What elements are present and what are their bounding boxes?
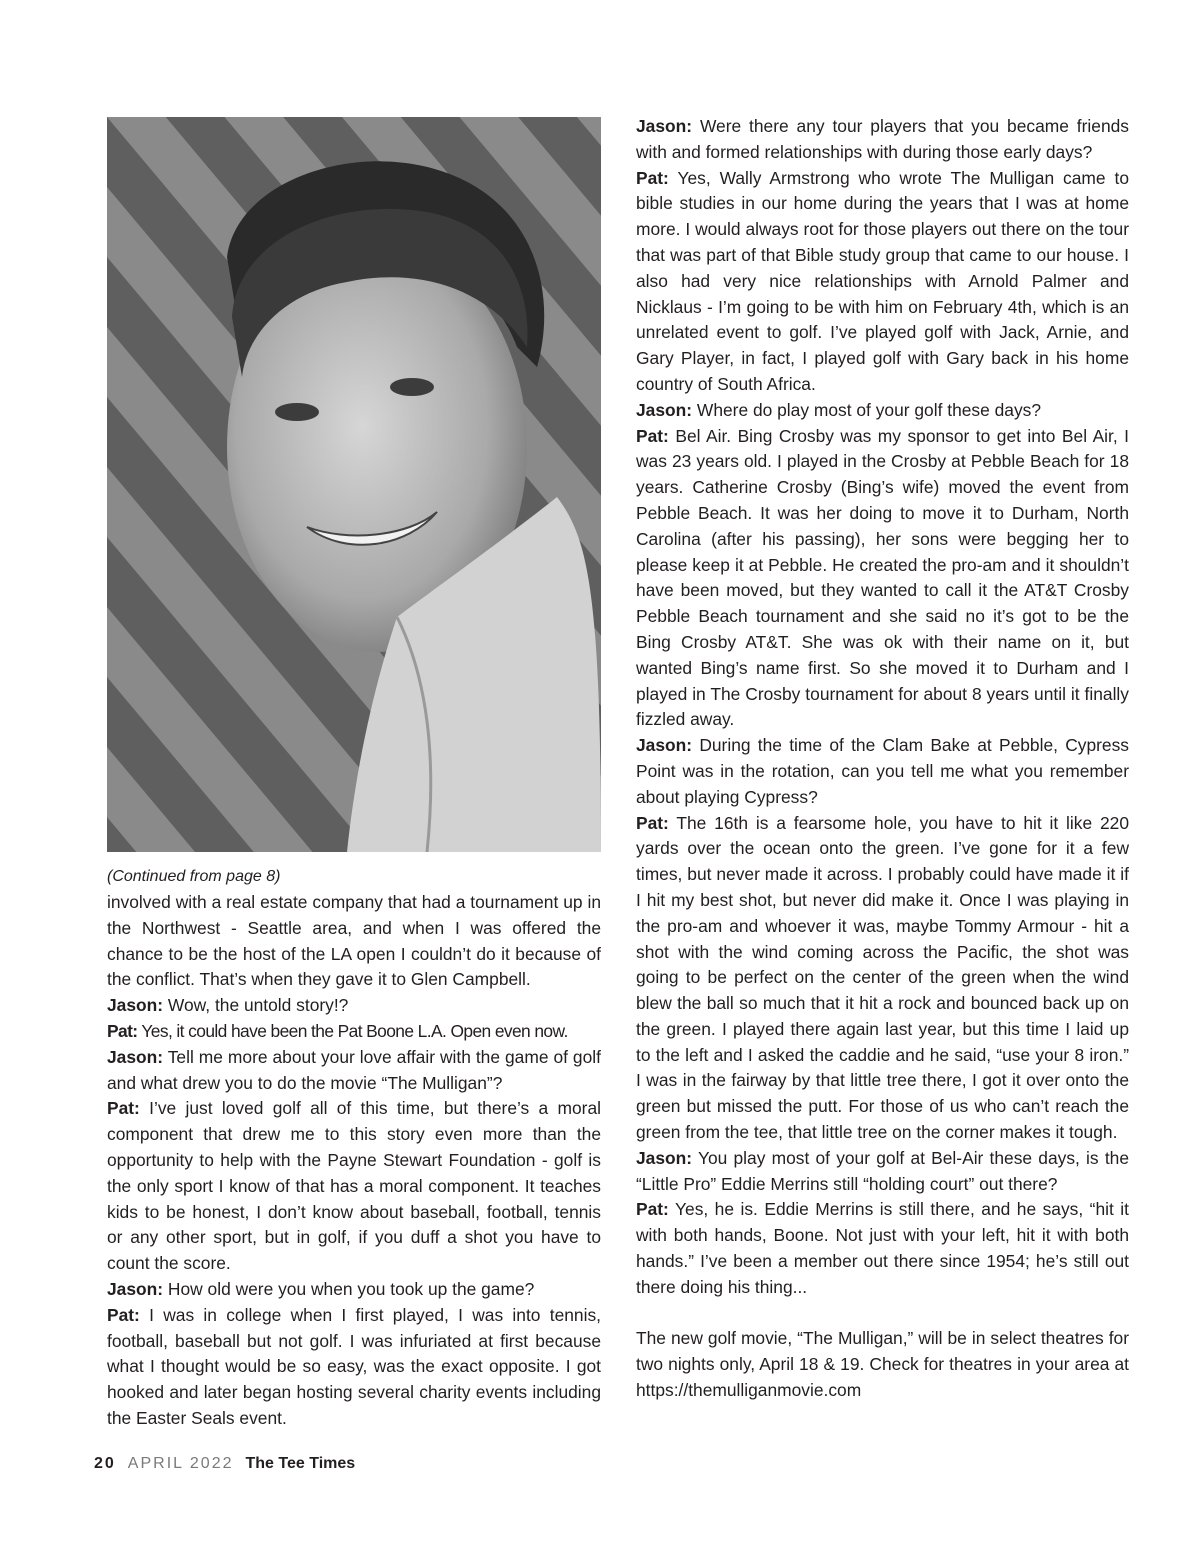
speaker-label: Jason: bbox=[107, 995, 164, 1016]
interview-line bbox=[636, 733, 1129, 810]
left-article-column bbox=[107, 890, 601, 1432]
interview-line bbox=[636, 811, 1129, 1146]
interview-line bbox=[636, 1197, 1129, 1300]
interview-line bbox=[107, 1277, 601, 1303]
speaker-text: I was in college when I first played, I was into tennis, football, baseball but not golf. I was infuriated at first because what I thought would be so easy, was the exact opposite. I got hooked and later began hosting several charity events including the Easter Seals event. bbox=[107, 1304, 601, 1428]
interview-line bbox=[107, 1096, 601, 1277]
interview-line bbox=[107, 1045, 601, 1097]
right-article-column bbox=[636, 114, 1129, 1404]
speaker-text: Yes, it could have been the Pat Boone L.A. Open even now. bbox=[141, 1020, 568, 1041]
interview-line bbox=[107, 1303, 601, 1432]
speaker-label: Pat: bbox=[107, 1304, 140, 1325]
speaker-label: Pat: bbox=[107, 1098, 140, 1119]
speaker-label: Jason: bbox=[636, 1147, 693, 1168]
speaker-label: Jason: bbox=[107, 1046, 164, 1067]
speaker-text: How old were you when you took up the game? bbox=[167, 1278, 535, 1299]
speaker-text: Bel Air. Bing Crosby was my sponsor to get into Bel Air, I was 23 years old. I played in the Crosby at Pebble Beach for 18 years. Catherine Crosby (Bing’s wife) moved the event from Pebble Beach. It was her doing to move it to Durham, North Carolina (after his passing), her sons were begging her to please keep it at Pebble. He created the pro-am and it shouldn’t have been moved, but they wanted to call it the AT&T Crosby Pebble Beach tournament and she said no it’s got to be the Bing Crosby AT&T. She was ok with their name on it, but wanted Bing’s name first. So she moved it to Durham and I played in The Crosby tournament for about 8 years until it finally fizzled away. bbox=[636, 425, 1130, 730]
paragraph bbox=[107, 890, 601, 993]
continued-caption: (Continued from page 8) bbox=[107, 868, 281, 885]
speaker-text: I’ve just loved golf all of this time, but there’s a moral component that drew me to this story even more than the opportunity to help with the Payne Stewart Foundation - golf is the only sport I know of that has a moral component. It teaches kids to be honest, I don’t know about baseball, football, tennis or any other sport, but in golf, if you duff a shot you have to count the score. bbox=[107, 1098, 601, 1274]
interview-line bbox=[107, 993, 601, 1019]
speaker-label: Jason: bbox=[636, 735, 693, 756]
page-footer bbox=[94, 1454, 355, 1474]
speaker-text: Yes, Wally Armstrong who wrote The Mulligan came to bible studies in our home during the years that I was at home more. I would always root for those players out there on the tour that was part of that Bible study group that came to our house. I also had very nice relationships with Arnold Palmer and Nicklaus - I’m going to be with him on February 4th, which is an unrelated event to golf. I’ve played golf with Jack, Arnie, and Gary Player, in fact, I played golf with Gary back in his home country of South Africa. bbox=[636, 167, 1129, 394]
speaker-label: Pat: bbox=[636, 425, 669, 446]
closing-paragraph bbox=[636, 1326, 1129, 1403]
paragraph-text: involved with a real estate company that had a tournament up in the Northwest - Seattle area, and when I was offered the chance to be the host of the LA open I couldn’t do it because of the conflict. That’s when they gave it to Glen Campbell. bbox=[107, 892, 601, 990]
speaker-label: Pat: bbox=[636, 812, 669, 833]
page-number: 20 bbox=[94, 1455, 116, 1472]
portrait-photo-illustration bbox=[107, 117, 601, 852]
speaker-text: During the time of the Clam Bake at Pebble, Cypress Point was in the rotation, can you tell me what you remember about playing Cypress? bbox=[636, 735, 1129, 807]
issue-date: APRIL 2022 bbox=[127, 1455, 234, 1472]
interview-line bbox=[636, 1146, 1129, 1198]
portrait-photo bbox=[107, 117, 601, 852]
interview-line bbox=[636, 398, 1129, 424]
speaker-text: The 16th is a fearsome hole, you have to hit it like 220 yards over the ocean onto the green. I’ve gone for it a few times, but never made it across. I probably could have made it if I hit my best shot, but never did make it. Once I was playing in the pro-am and whoever it was, maybe Tommy Armour - hit a shot with the wind coming across the Pacific, the shot was going to be perfect on the center of the green when the wind blew the ball so much that it hit a rock and bounced back up on the green. I played there again last year, but this time I laid up to the left and I asked the caddie and he said, “use your 8 iron.” I was in the fairway by that little tree there, I got it over onto the green but missed the putt. For those of us who can’t reach the green from the tee, that little tree on the corner makes it tough. bbox=[636, 812, 1129, 1143]
speaker-label: Jason: bbox=[636, 116, 693, 136]
speaker-label: Pat: bbox=[636, 1199, 669, 1220]
speaker-label: Jason: bbox=[636, 399, 693, 420]
speaker-text: Wow, the untold story!? bbox=[167, 995, 349, 1016]
speaker-label: Pat: bbox=[107, 1020, 138, 1041]
speaker-label: Pat: bbox=[636, 167, 669, 188]
interview-line bbox=[636, 166, 1129, 398]
interview-line bbox=[107, 1019, 601, 1045]
interview-line bbox=[636, 424, 1129, 734]
speaker-text: Were there any tour players that you became friends with and formed relationships with during those early days? bbox=[636, 116, 1129, 162]
speaker-text: You play most of your golf at Bel-Air these days, is the “Little Pro” Eddie Merrins still “holding court” out there? bbox=[636, 1147, 1129, 1194]
interview-line bbox=[636, 114, 1129, 166]
speaker-text: Where do play most of your golf these days? bbox=[696, 399, 1042, 420]
paragraph-text: The new golf movie, “The Mulligan,” will be in select theatres for two nights only, April 18 & 19. Check for theatres in your area at https://themulliganmovie.com bbox=[636, 1328, 1129, 1401]
publication-name: The Tee Times bbox=[245, 1455, 356, 1472]
speaker-text: Yes, he is. Eddie Merrins is still there, and he says, “hit it with both hands, Boone. Not just with your left, hit it with both hands.” I’ve been a member out there since 1954; he’s still out there doing his thing... bbox=[636, 1199, 1129, 1297]
speaker-label: Jason: bbox=[107, 1278, 164, 1299]
speaker-text: Tell me more about your love affair with the game of golf and what drew you to do the movie “The Mulligan”? bbox=[107, 1046, 601, 1093]
